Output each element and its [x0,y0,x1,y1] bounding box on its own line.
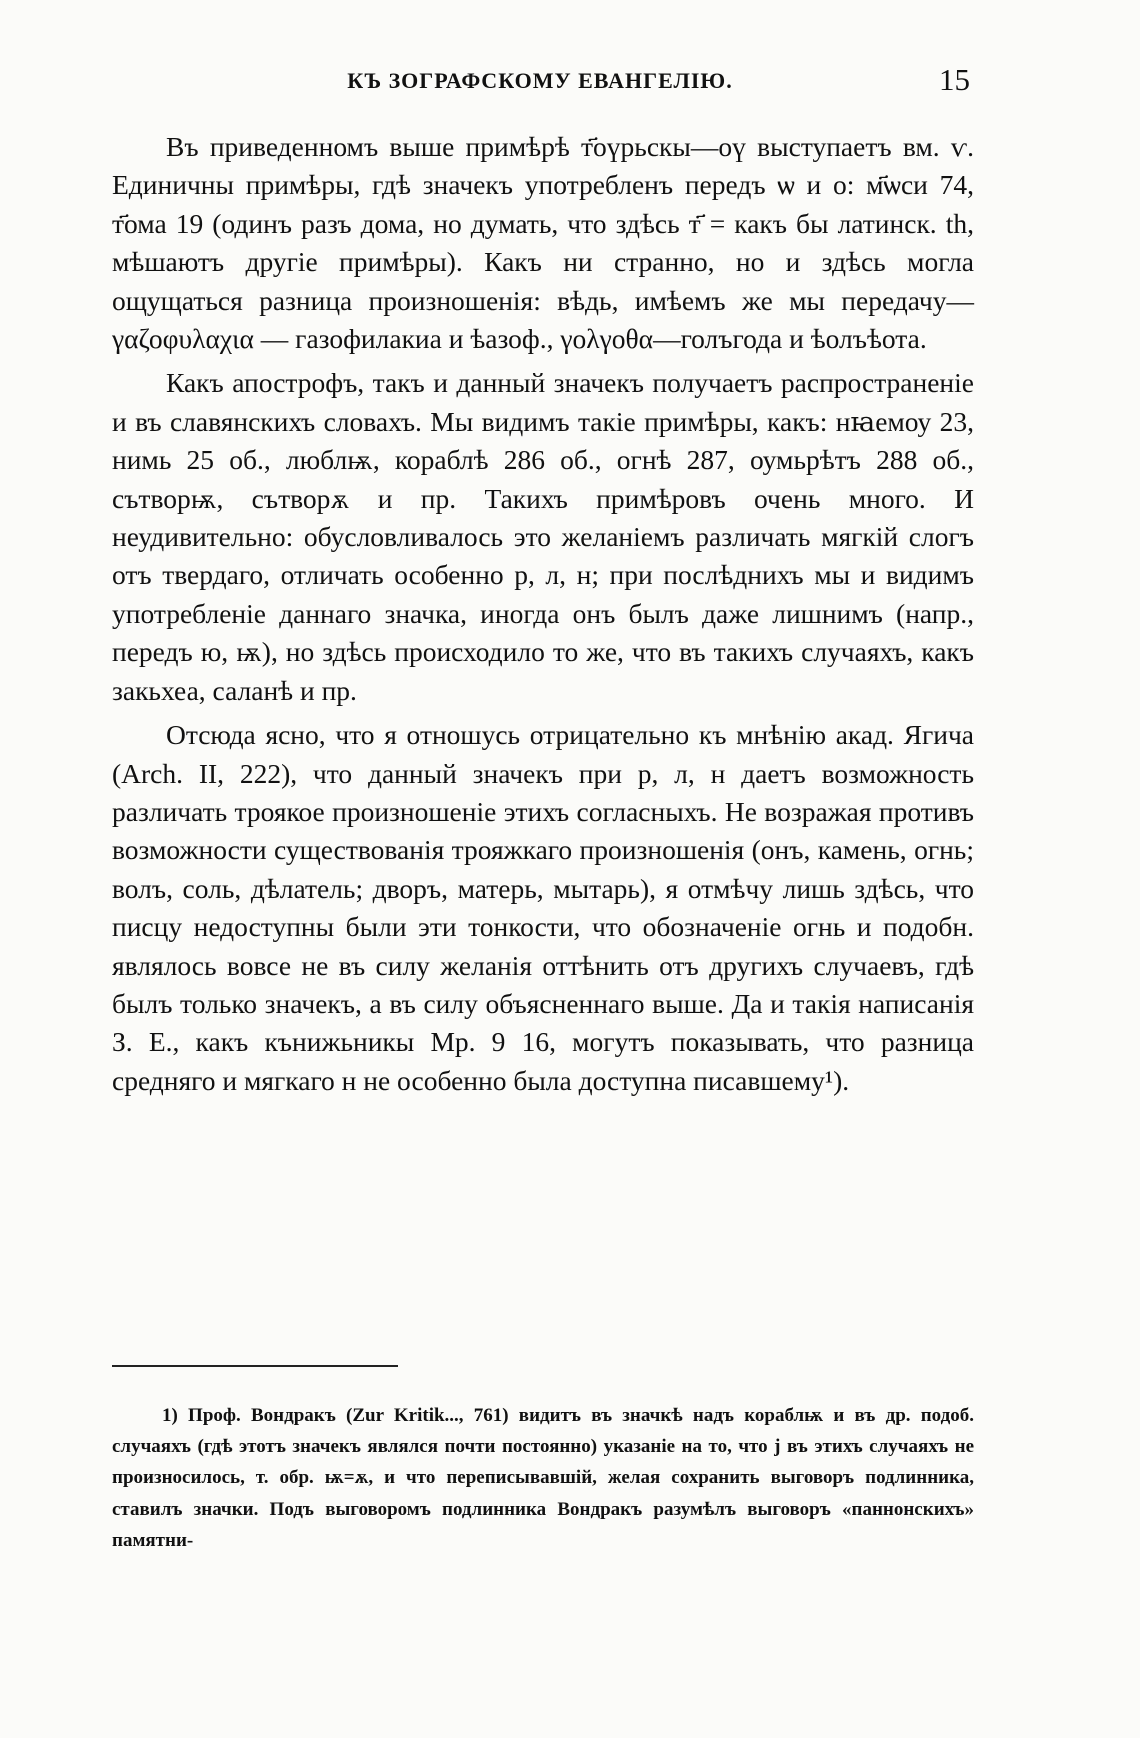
paragraph-2: Какъ апострофъ, такъ и данный значекъ получаетъ распространеніе и въ славянскихъ словахъ. Мы видимъ такіе примѣры, какъ: нꙗемоу 23, нимь 25 об., люблѭ, кораблѣ 286 об., огнѣ 287, оумьрѣтъ 288 об., сътворѭ, сътворѫ и пр. Такихъ примѣровъ очень много. И неудивительно: обусловливалось это желаніемъ различать мягкій слогъ отъ твердаго, отличать особенно р, л, н; при послѣднихъ мы и видимъ употребленіе даннаго значка, иногда онъ былъ даже лишнимъ (напр., передъ ю, ѭ), но здѣсь происходило то же, что въ такихъ случаяхъ, какъ закьхеа, саланѣ и пр. [112,367,974,706]
running-head [110,62,970,102]
running-title: КЪ ЗОГРАФСКОМУ ЕВАНГЕЛІЮ. [347,68,733,93]
body-text [112,128,974,1106]
footnote-divider [112,1365,398,1367]
paragraph-3: Отсюда ясно, что я отношусь отрицательно къ мнѣнію акад. Ягича (Arch. II, 222), что данный значекъ при р, л, н даетъ возможность различать троякое произношеніе этихъ согласныхъ. Не возражая противъ возможности существованія трояжкаго произношенія (онъ, камень, огнь; волъ, соль, дѣлатель; дворъ, матерь, мытарь), я отмѣчу лишь здѣсь, что писцу недоступны были эти тонкости, что обозначеніе огнь и подобн. являлось вовсе не въ силу желанія оттѣнить отъ другихъ случаевъ, гдѣ былъ только значекъ, а въ силу объясненнаго выше. Да и такія написанія З. Е., какъ кънижьникы Мр. 9 16, могутъ показывать, что разница средняго и мягкаго н не особенно была доступна писавшему¹). [112,719,974,1096]
page-number: 15 [939,62,970,97]
footnote-text: 1) Проф. Вондракъ (Zur Kritik..., 761) видитъ въ значкѣ надъ кораблѭ и въ др. подоб. случаяхъ (гдѣ этотъ значекъ являлся почти постоянно) указаніе на то, что j въ этихъ случаяхъ не произносилось, т. обр. ѭ=ѫ, и что переписывавшій, желая сохранить выговоръ подлинника, ставилъ значки. Подъ выговоромъ подлинника Вондракъ разумѣлъ выговоръ «паннонскихъ» памятни- [112,1405,974,1551]
paragraph-1: Въ приведенномъ выше примѣрѣ т҃оүрьскы—оү выступаетъ вм. ѵ. Единичны примѣры, гдѣ значекъ употребленъ передъ ѡ и о: м҃ѡси 74, т҃ома 19 (одинъ разъ дома, но думать, что здѣсь т҃ = какъ бы латинск. th, мѣшаютъ другіе примѣры). Какъ ни странно, но и здѣсь могла ощущаться разница произношенія: вѣдь, имѣемъ же мы передачу—γαζοφυλαχια — газофилакиа и ѣазоф., γολγοθα—голъгода и ѣолъѣота. [112,131,974,355]
footnote [112,1400,974,1556]
